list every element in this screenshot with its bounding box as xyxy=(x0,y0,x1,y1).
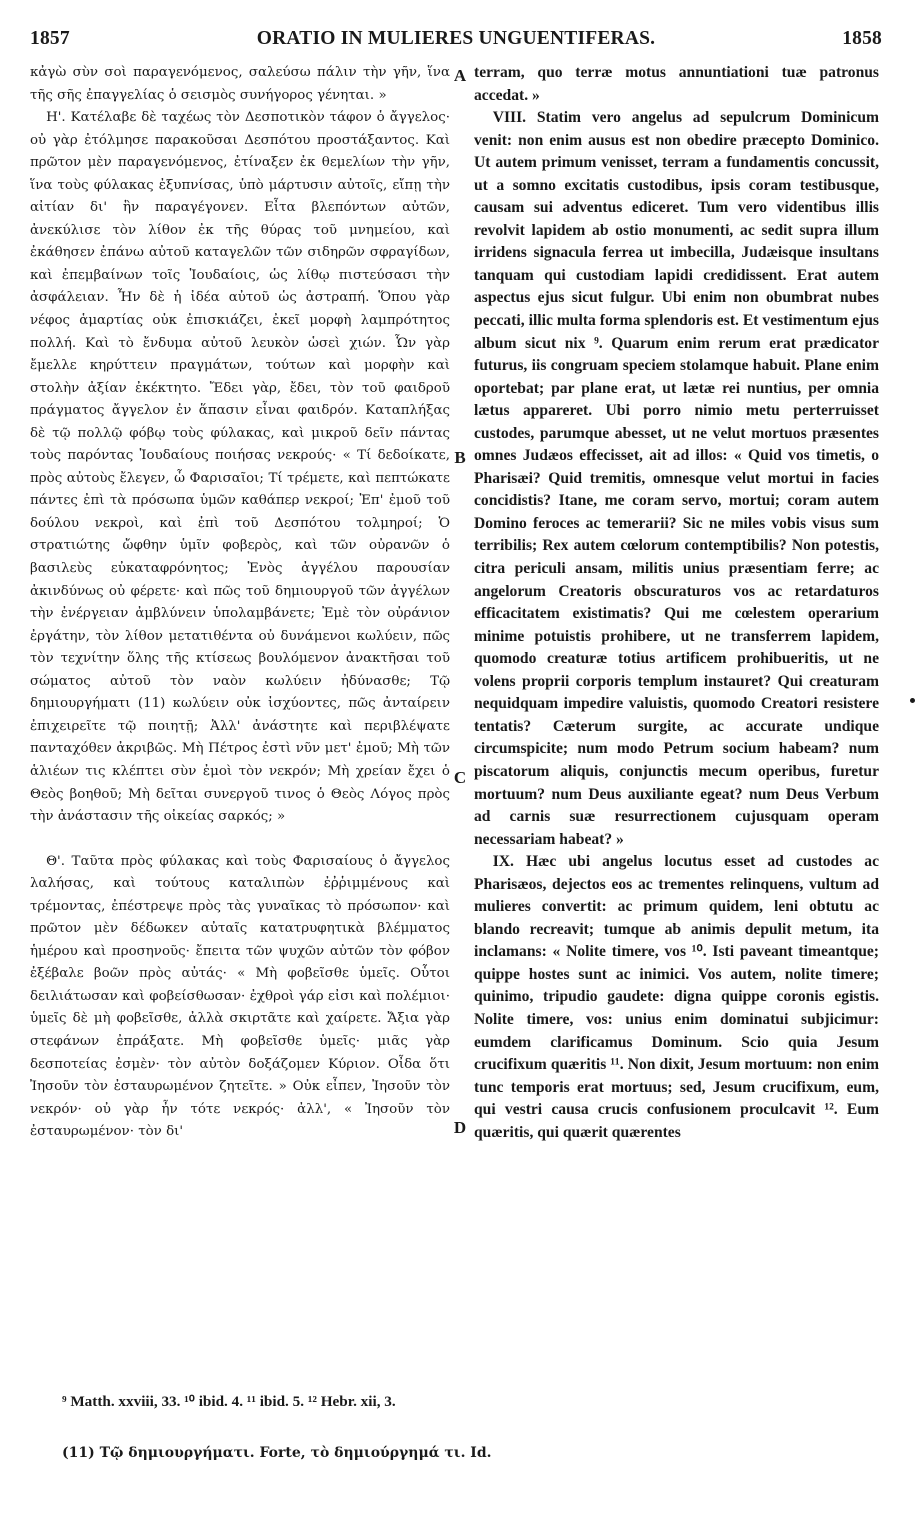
latin-paragraph-2: VIII. Statim vero angelus ad sepulcrum Dominicum venit: non enim ausus est non obedire præcepto Dominico. Ut autem primum venisset, terram a fundamentis concussit, ut a somno excitatis custodibus, ipsis coram testibusque, causam sui adventus ediceret. Tum vero videntibus illis revolvit lapidem ab ostio monumenti, ac sedit supra illum irridens signacula ferrea ut imbecilla, Judæisque insultans tanquam qui custodiam lapidi credidissent. Erat autem aspectus ejus sicut fulgur. Ubi enim non obumbrat nubes peccati, illic multa forma splendoris est. Et vestimentum ejus album sicut nix ⁹. Quarum enim rerum erat prædicator futurus, iis congruam speciem stolamque habuit. Plane enim oportebat; par plane erat, ut lætæ rei nuntius, per omnia lætus appareret. Ubi porro nimio metu perterruisset custodes, parumque abesset, ut ne velut mortuos præsentes omnes Judæos effecisset, ait ad illos: « Quid vos timetis, o Pharisæi? Quid tremitis, omnesque velut mortui in facies concidistis? Itane, me coram servo, mortui; coram autem Domino feroces ac temerarii? Sic ne miles vobis visus sum terribilis; Rex autem cœlorum contemptibilis? Non potestis, citra periculi ansam, militis unius præsentiam ferre; ac angelorum Creatoris obscuraturos vos ac retardaturos efficacitatem existimatis? Qui me cœlestem operarium minime potuistis prohibere, ut ne transferrem lapidem, quomodo creaturæ totius artificem prohibueritis, ut ne volens proprii corporis templum instauret? Qui creaturam nequidquam impedire valuistis, quomodo Creatori resistere tentatis? Cæterum surgite, ac accurate undique circumspicite; num modo Petrum socium habeam? num piscatorum aliquis, conjunctis mecum operibus, furetur mortuum? num Deus auxiliante egeat? num Deus Verbum ad carnis suæ resurrectionem cujusquam operam necessariam habeat? » xyxy=(474,109,879,848)
margin-letter-d: D xyxy=(453,1118,467,1137)
margin-letter-a: A xyxy=(453,66,467,85)
running-header xyxy=(30,28,882,58)
margin-letter-c: C xyxy=(453,768,467,787)
editor-note: (11) Τῷ δημιουργήματι. Forte, τὸ δημιούργημά τι. Id. xyxy=(62,1445,492,1461)
margin-letter-b: B xyxy=(454,448,466,467)
greek-paragraph-3: Θ'. Ταῦτα πρὸς φύλακας καὶ τοὺς Φαρισαίους ὁ ἄγγελος λαλήσας, καὶ τούτους καταλιπὼν ἐῤῥιμμένους καὶ τρέμοντας, ἐπέστρεψε πρὸς τὰς γυναῖκας τὸ πρόσωπον· καὶ πρῶτον μὲν δέδωκεν αὐταῖς κατατρυφητικὰ βλέμματος ἡμέρου καὶ προσηνοῦς· ἔπειτα τῶν ψυχῶν αὐτῶν τὸν φόβον ἐξέβαλε βοῶν πρὸς αὐτάς· « Μὴ φοβεῖσθε ὑμεῖς. Οὗτοι δειλιάτωσαν καὶ φοβείσθωσαν· ἐχθροὶ γάρ εἰσι καὶ πολέμιοι· ὑμεῖς δὲ μὴ φοβεῖσθε, ἀλλὰ σκιρτᾶτε καὶ χαίρετε. Ἄξια γὰρ στεφάνων ἐπράξατε. Μὴ φοβεῖσθε ὑμεῖς· μιᾶς γὰρ δεσποτείας ἐσμὲν· τὸν αὐτὸν δοξάζομεν Κύριον. Οἶδα ὅτι Ἰησοῦν τὸν ἐσταυρωμένον ζητεῖτε. » Οὐκ εἶπεν, Ἰησοῦν τὸν νεκρόν· οὐ γὰρ ἦν τότε νεκρός· ἀλλ', « Ἰησοῦν τὸν ἐσταυρωμένον· τὸν δι' xyxy=(30,853,450,1140)
greek-paragraph-1: κἀγὼ σὺν σοὶ παραγενόμενος, σαλεύσω πάλιν τὴν γῆν, ἵνα τῆς σῆς ἐπαγγελίας ὁ σεισμὸς συνήγορος γένηται. » xyxy=(30,65,450,103)
page-number-right: 1858 xyxy=(842,28,882,49)
latin-paragraph-1: terram, quo terræ motus annuntiationi tuæ patronus accedat. » xyxy=(474,64,879,104)
page-number-left: 1857 xyxy=(30,28,70,49)
latin-column xyxy=(474,62,879,1144)
greek-paragraph-2: Η'. Κατέλαβε δὲ ταχέως τὸν Δεσποτικὸν τάφον ὁ ἄγγελος· οὐ γὰρ ἐτόλμησε παρακοῦσαι Δεσπότου προστάξαντος. Καὶ πρῶτον μὲν παραγενόμενος, ἐτίναξεν ἐκ θεμελίων τὴν γῆν, ἵνα τοὺς φύλακας ἐξυπνίσας, ὑπὸ μάρτυσιν αὐτοῖς, εἴπῃ τὴν αἰτίαν δι' ἣν παραγέγονεν. Εἶτα βλεπόντων αὐτῶν, ἀνεκύλισε τὸν λίθον ἐκ τῆς θύρας τοῦ μνημείου, καὶ ἐκάθησεν ἐπάνω αὐτοῦ καταγελῶν τῶν σιδηρῶν σφραγίδων, καὶ ἐπεμβαίνων τοῖς Ἰουδαίοις, ὡς λίθῳ πιστεύσασι τὴν ἀσφάλειαν. Ἦν δὲ ἡ ἰδέα αὐτοῦ ὡς ἀστραπή. Ὅπου γὰρ νέφος ἁμαρτίας οὐκ ἐπισκιάζει, ἐκεῖ μορφὴ λαμπρότητος πολλή. Καὶ τὸ ἔνδυμα αὐτοῦ λευκὸν ὡσεὶ χιών. Ὧν γὰρ ἔμελλε κηρύττειν πραγμάτων, τούτων καὶ μορφὴν καὶ στολὴν ἀξίαν ἐκέκτητο. Ἔδει γὰρ, ἔδει, τὸν τοῦ φαιδροῦ πράγματος ἄγγελον ἐν ἅπασιν εἶναι φαιδρόν. Καταπλήξας δὲ τῷ πολλῷ φόβῳ τοὺς φύλακας, καὶ μικροῦ δεῖν πάντας τοὺς παρόντας Ἰουδαίους ποιήσας νεκρούς· « Τί δεδοίκατε, πρὸς αὐτοὺς ἔλεγεν, ὦ Φαρισαῖοι; Τί τρέμετε, καὶ πεπτώκατε πάντες ἐπὶ τὰ πρόσωπα ὑμῶν καθάπερ νεκροί; Ἐπ' ἐμοῦ τοῦ δούλου νεκροὶ, καὶ ἐπὶ τοῦ Δεσπότου τολμηροί; Ὁ στρατιώτης ὤφθην ὑμῖν φοβερὸς, καὶ τῶν οὐρανῶν ὁ βασιλεὺς εὐκαταφρόνητος; Ἑνὸς ἀγγέλου παρουσίαν ἀκινδύνως οὐ φέρετε· καὶ πῶς τοῦ δημιουργοῦ τῶν ἀγγέλων τὴν ἐνέργειαν ἀμβλύνειν ὑπολαμβάνετε; Ἐμὲ τὸν οὐράνιον ἐργάτην, τὸν λίθον μετατιθέντα οὐ δυνάμενοι κωλύειν, πῶς τὸν τεχνίτην ὅλης τῆς κτίσεως βουλόμενον ἀνακτῆσαι τοῦ σώματος αὐτοῦ τὸν ναὸν κωλύειν ἠδύνασθε; Τῷ δημιουργήματι (11) κωλύειν οὐκ ἰσχύοντες, πῶς ἀνταίρειν ἐπιχειρεῖτε τῷ ποιητῇ; Ἀλλ' ἀνάστητε καὶ περιβλέψατε πανταχόθεν ἀκριβῶς. Μὴ Πέτρος ἐστὶ νῦν μετ' ἐμοῦ; Μὴ τῶν ἁλιέων τις κλέπτει σὺν ἐμοὶ τὸν νεκρόν; Μὴ χρείαν ἔχει ὁ Θεὸς βοηθοῦ; Μὴ δεῖται συνεργοῦ τινος ὁ Θεὸς Λόγος πρὸς τὴν ἀνάστασιν τῆς οἰκείας σαρκός; » xyxy=(30,110,450,825)
latin-paragraph-3: IX. Hæc ubi angelus locutus esset ad custodes ac Pharisæos, dejectos eos ac trementes relinquens, vultum ad mulieres convertit: ac primum quidem, leni obtutu ac blando recreavit; tumque ab animis depulit metum, ita inclamans: « Nolite timere, vos ¹⁰. Isti paveant timeantque; quippe hostes sunt ac inimici. Vos autem, nolite timere; quinimo, tripudio gaudete: digna quippe coronis egistis. Nolite timere, vos: unius enim dominatui subjicimur: eumdem clarificamus Dominum. Scio quia Jesum crucifixum quæritis ¹¹. Non dixit, Jesum mortuum: non enim tunc temporis erat mortuus; sed, Jesum crucifixum, eum, qui vestri causa crucis confusionem proculcavit ¹². Eum quæritis, qui quærit quærentes xyxy=(474,853,879,1141)
running-title: ORATIO IN MULIERES UNGUENTIFERAS. xyxy=(256,28,656,49)
footnotes: ⁹ Matth. xxviii, 33. ¹⁰ ibid. 4. ¹¹ ibid. 5. ¹² Hebr. xii, 3. xyxy=(62,1393,396,1410)
margin-mark xyxy=(910,698,915,703)
greek-column xyxy=(30,62,450,1144)
